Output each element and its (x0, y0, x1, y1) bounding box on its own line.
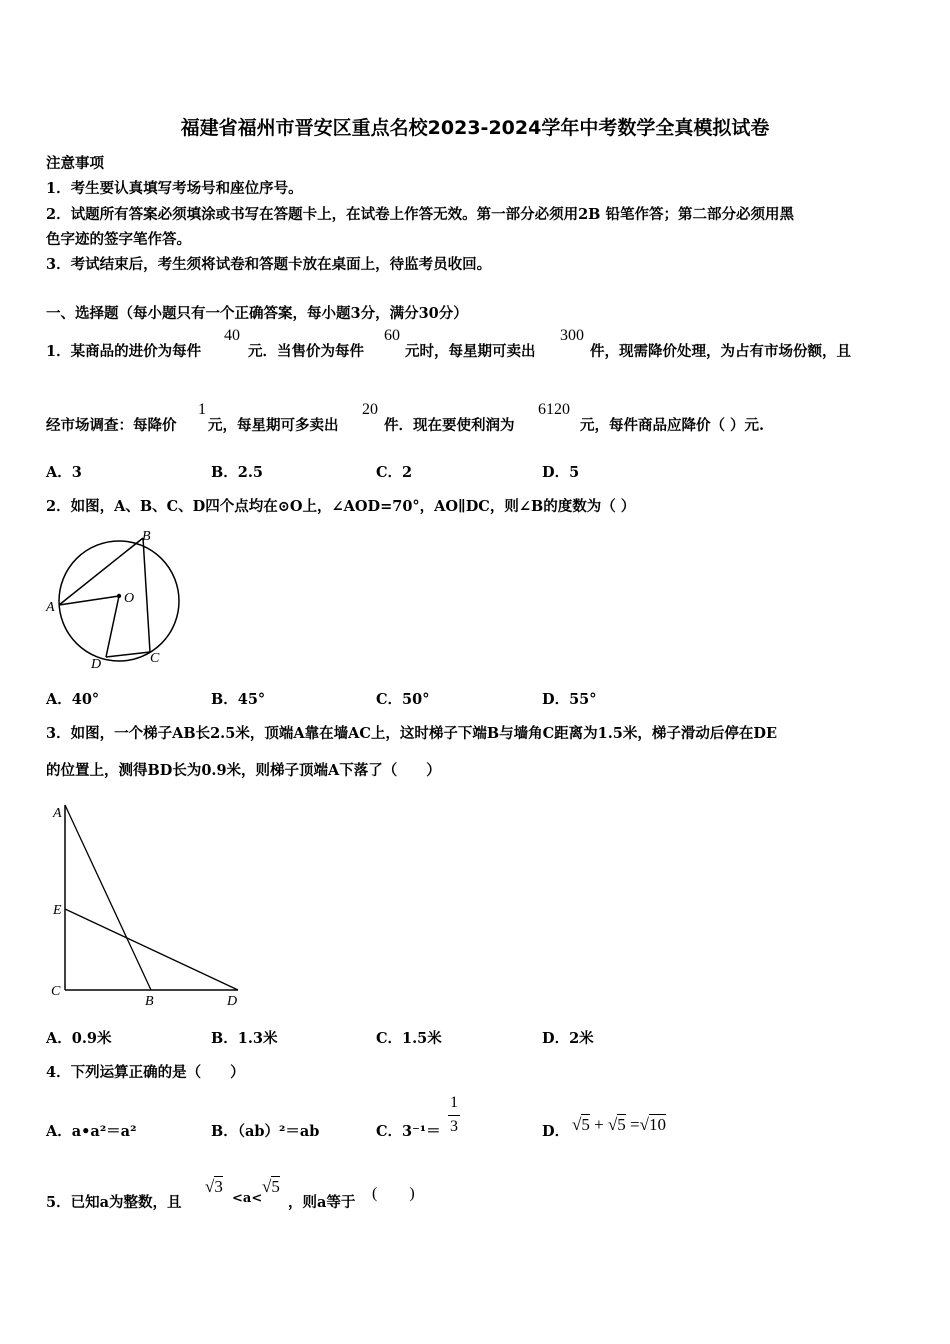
label-c: C (150, 651, 160, 666)
q2-circle-figure (40, 525, 190, 675)
q5-text: ，则a等于 (288, 1194, 356, 1211)
q3-option-a[interactable]: A．0.9米 (46, 1030, 112, 1047)
fraction-bar (448, 1115, 460, 1116)
q1-text: 经市场调查：每降价 (46, 417, 177, 434)
ladder-de (65, 909, 238, 990)
q2-option-c[interactable]: C．50° (376, 691, 430, 708)
segment-bc (143, 538, 150, 652)
q3-text: 3．如图，一个梯子AB长2.5米，顶端A靠在墙AC上，这时梯子下端B与墙角C距离为1.5米，梯子滑动后停在DE (46, 725, 778, 742)
q1-number: 300 (560, 327, 584, 344)
q1-text: 元，每星期可多卖出 (208, 417, 339, 434)
option-letter: A． (46, 1123, 72, 1140)
q1-text: 元，每件商品应降价（ ）元. (580, 417, 765, 434)
q3-option-b[interactable]: B．1.3米 (211, 1030, 278, 1047)
q5-answer-blank: ( ) (372, 1185, 415, 1202)
radical-sign: √ (572, 1115, 582, 1134)
page-title: 福建省福州市晋安区重点名校2023-2024学年中考数学全真模拟试卷 (180, 117, 770, 139)
notice-item: 3．考试结束后，考生须将试卷和答题卡放在桌面上，待监考员收回。 (46, 256, 492, 273)
ladder-ab (65, 805, 151, 990)
notice-item: 2．试题所有答案必须填涂或书写在答题卡上，在试卷上作答无效。第一部分必须用2B 铅笔作答；第二部分必须用黑 (46, 206, 794, 223)
q1-option-b[interactable]: B．2.5 (211, 464, 263, 481)
q1-number: 60 (384, 327, 400, 344)
radicand: 5 (581, 1115, 590, 1134)
radicand: 5 (617, 1115, 626, 1134)
q5-text: 5．已知a为整数，且 (46, 1194, 182, 1211)
q1-option-a[interactable]: A．3 (46, 464, 82, 481)
plus-sign: + (594, 1115, 604, 1134)
q4-option-d-formula (572, 1115, 666, 1135)
label-d: D (91, 657, 102, 672)
label-b: B (145, 994, 154, 1009)
q3-option-d[interactable]: D．2米 (542, 1030, 594, 1047)
q4-option-a[interactable] (46, 1120, 136, 1141)
q1-text: 元．当售价为每件 (248, 343, 364, 360)
label-d: D (227, 994, 238, 1009)
option-formula: a•a²＝a² (71, 1123, 137, 1140)
q1-text: 件．现在要使利润为 (384, 417, 515, 434)
q1-number: 40 (224, 327, 240, 344)
radical-sign: √ (607, 1115, 618, 1134)
segment-od (106, 596, 119, 657)
fraction-denominator: 3 (450, 1118, 458, 1135)
notice-heading: 注意事项 (46, 155, 104, 172)
q2-option-d[interactable]: D．55° (542, 691, 597, 708)
radical-sign: √ (639, 1115, 649, 1134)
q1-text: 元时，每星期可卖出 (405, 343, 536, 360)
q4-option-c[interactable] (376, 1120, 441, 1141)
option-letter: D． (542, 1123, 570, 1140)
notice-item: 色字迹的签字笔作答。 (46, 231, 191, 248)
q3-ladder-figure (44, 795, 249, 1010)
q4-option-b[interactable] (211, 1120, 319, 1141)
equals-sign: = (630, 1115, 640, 1134)
label-c: C (51, 984, 61, 999)
q5-sqrt3 (205, 1177, 223, 1197)
notice-item: 1．考生要认真填写考场号和座位序号。 (46, 180, 303, 197)
q2-option-b[interactable]: B．45° (211, 691, 266, 708)
q3-text: 的位置上，测得BD长为0.9米，则梯子顶端A下落了（ ） (46, 762, 441, 779)
q4-text: 4．下列运算正确的是（ ） (46, 1064, 245, 1081)
option-formula: （ab）²＝ab (237, 1123, 320, 1140)
label-a: A (53, 806, 62, 821)
q5-inequality: <a< (232, 1191, 263, 1206)
section-heading: 一、选择题（每小题只有一个正确答案，每小题3分，满分30分） (46, 305, 468, 322)
q1-number: 20 (362, 401, 378, 418)
label-b: B (142, 529, 151, 544)
label-e: E (53, 903, 62, 918)
point-o (117, 594, 121, 598)
q1-option-c[interactable]: C．2 (376, 464, 413, 481)
q1-number: 1 (198, 401, 206, 418)
q5-sqrt5 (262, 1177, 280, 1197)
circle-o (59, 541, 179, 661)
q1-option-d[interactable]: D．5 (542, 464, 580, 481)
radical-sign: √ (262, 1177, 272, 1196)
radicand: 3 (214, 1177, 223, 1196)
q3-option-c[interactable]: C．1.5米 (376, 1030, 442, 1047)
q2-text: 2．如图，A、B、C、D四个点均在⊙O上，∠AOD=70°，AO∥DC，则∠B的度数为（ ） (46, 498, 636, 515)
q1-text: 1．某商品的进价为每件 (46, 343, 202, 360)
option-letter: C． (376, 1123, 403, 1140)
q1-text: 件，现需降价处理，为占有市场份额，且 (590, 343, 851, 360)
option-formula: 3⁻¹＝ (402, 1123, 441, 1140)
radicand: 5 (271, 1177, 280, 1196)
label-o: O (124, 591, 135, 606)
radicand: 10 (648, 1115, 666, 1134)
q2-option-a[interactable]: A．40° (46, 691, 100, 708)
q4-option-d[interactable] (542, 1120, 569, 1141)
option-letter: B． (211, 1123, 238, 1140)
label-a: A (46, 600, 55, 615)
fraction-numerator: 1 (450, 1094, 458, 1111)
radical-sign: √ (205, 1177, 215, 1196)
q1-number: 6120 (538, 401, 570, 418)
